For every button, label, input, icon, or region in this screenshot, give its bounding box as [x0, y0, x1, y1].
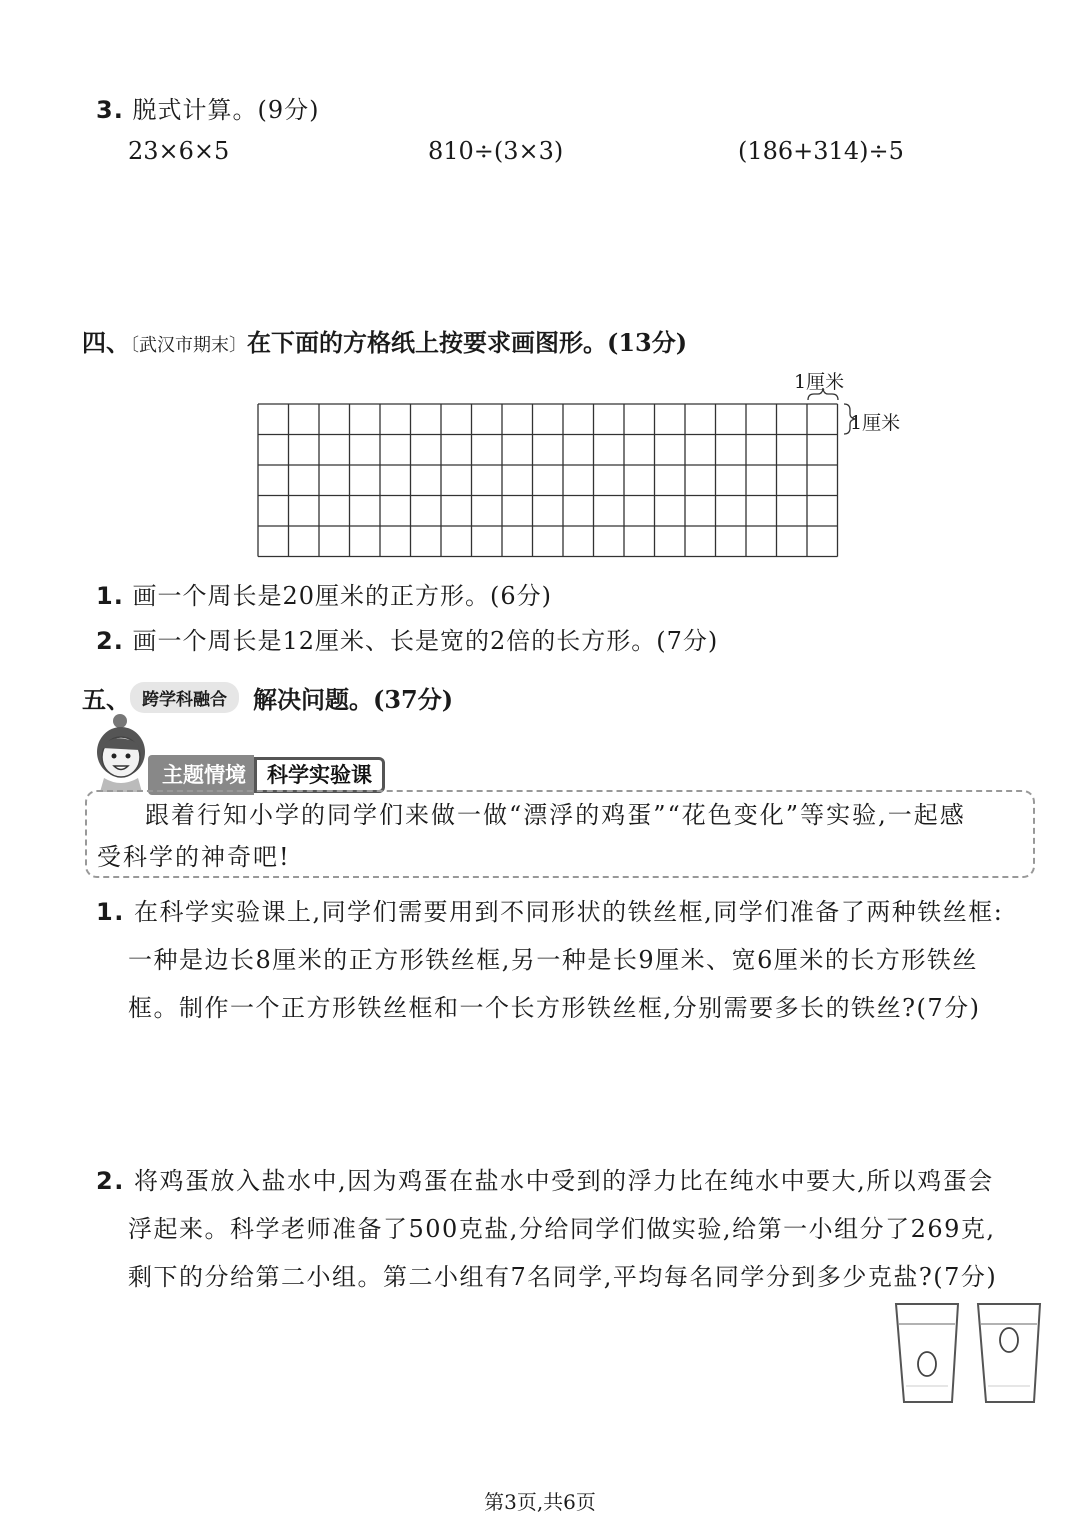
brace-top-icon [808, 389, 838, 400]
section-5-tag: 跨学科融合 [130, 682, 239, 713]
page-footer: 第3页,共6页 [484, 1490, 596, 1514]
brace-right-icon [844, 404, 855, 434]
expression-1: 23×6×5 [128, 137, 230, 165]
beaker-left-icon [896, 1304, 958, 1402]
section-5-heading [82, 680, 453, 715]
problem-line: 框。制作一个正方形铁丝框和一个长方形铁丝框,分别需要多长的铁丝?(7分) [128, 994, 981, 1022]
item-number: 1. [96, 582, 124, 610]
section-4-item-1 [96, 576, 552, 611]
unit-label-right: 1厘米 [850, 412, 901, 434]
banner-theme-title: 科学实验课 [254, 757, 385, 793]
theme-banner [148, 755, 385, 795]
expression-3: (186+314)÷5 [738, 137, 904, 165]
beakers-illustration [890, 1298, 1050, 1410]
problem-line: 将鸡蛋放入盐水中,因为鸡蛋在盐水中受到的浮力比在纯水中要大,所以鸡蛋会 [133, 1167, 994, 1195]
section-4-title: 在下面的方格纸上按要求画图形。(13分) [247, 328, 688, 357]
problem-line: 剩下的分给第二小组。第二小组有7名同学,平均每名同学分到多少克盐?(7分) [128, 1263, 998, 1291]
problem-2 [96, 1157, 997, 1301]
item-number: 2. [96, 627, 124, 655]
section-4-label: 四、 [82, 328, 130, 357]
girl-avatar-icon [90, 712, 152, 792]
section-4-item-2 [96, 621, 718, 656]
unit-label-top: 1厘米 [794, 371, 845, 393]
banner-theme-label: 主题情境 [148, 755, 254, 795]
item-text: 画一个周长是12厘米、长是宽的2倍的长方形。(7分) [132, 627, 719, 655]
beaker-right-icon [978, 1304, 1040, 1402]
problem-1 [96, 888, 1003, 1032]
problem-line: 浮起来。科学老师准备了500克盐,分给同学们做实验,给第一小组分了269克, [128, 1215, 996, 1243]
expression-2: 810÷(3×3) [428, 137, 564, 165]
section-5-title: 解决问题。(37分) [253, 685, 454, 714]
q3-title: 脱式计算。(9分) [132, 96, 320, 124]
q3-number: 3. [96, 96, 124, 124]
problem-line: 一种是边长8厘米的正方形铁丝框,另一种是长9厘米、宽6厘米的长方形铁丝 [128, 946, 978, 974]
problem-number: 2. [96, 1167, 125, 1195]
theme-intro-box [85, 790, 1035, 878]
section-4-source-tag: 〔武汉市期末〕 [130, 335, 247, 356]
item-text: 画一个周长是20厘米的正方形。(6分) [132, 582, 553, 610]
section-5-label: 五、 [82, 685, 130, 714]
problem-number: 1. [96, 898, 125, 926]
q3-heading [96, 90, 319, 125]
intro-line-1: 跟着行知小学的同学们来做一做“漂浮的鸡蛋”“花色变化”等实验,一起感 [145, 801, 966, 829]
problem-line: 在科学实验课上,同学们需要用到不同形状的铁丝框,同学们准备了两种铁丝框: [133, 898, 1004, 926]
grid-paper[interactable] [250, 388, 870, 560]
section-4-heading [82, 323, 687, 358]
intro-line-2: 受科学的神奇吧! [97, 843, 291, 871]
